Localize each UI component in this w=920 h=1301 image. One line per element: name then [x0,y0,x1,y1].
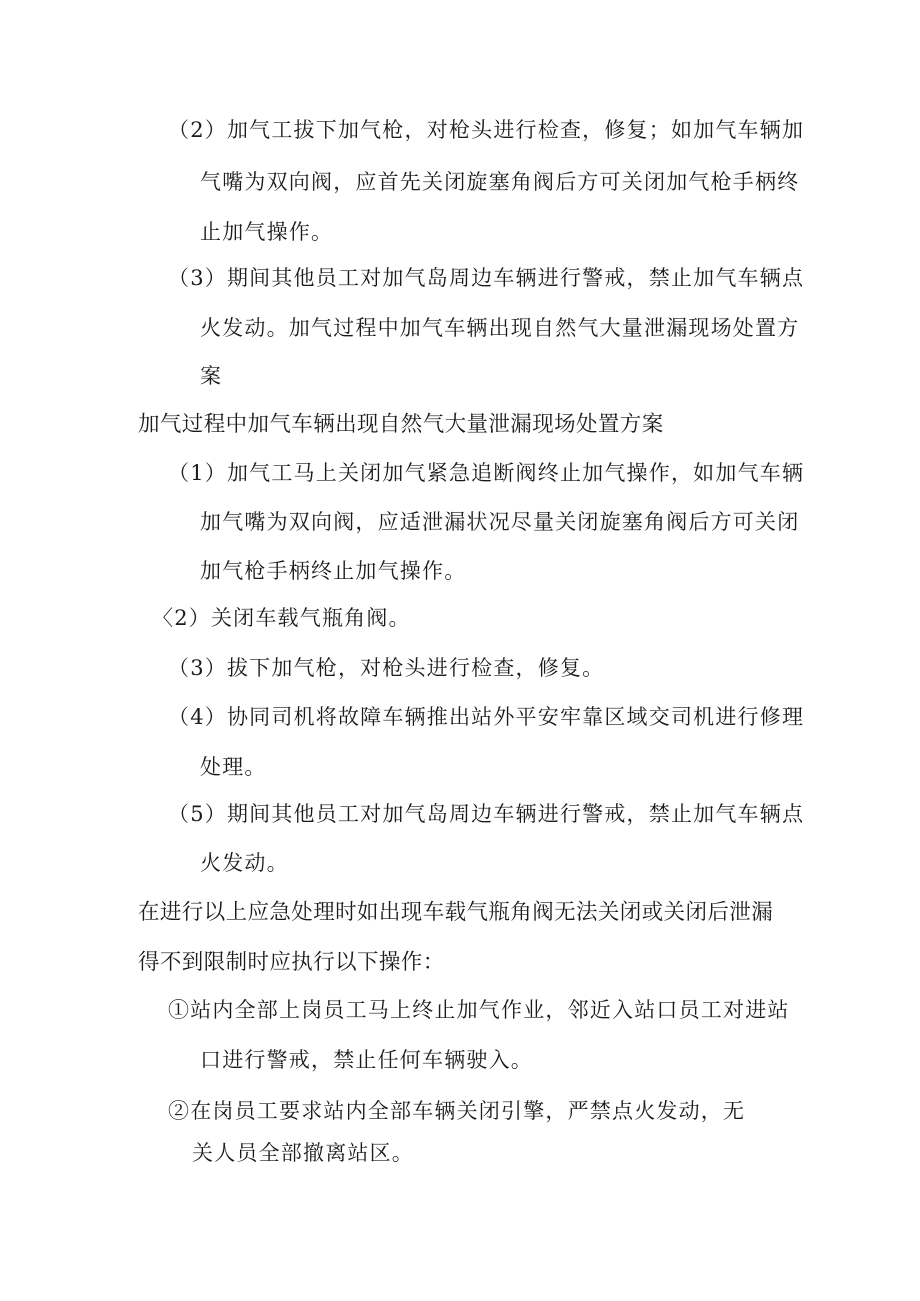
emergency-heading-line-2: 得不到限制时应执行以下操作： [138,950,445,975]
step-3-line-2: 火发动。加气过程中加气车辆出现自然气大量泄漏现场处置方 [200,316,800,340]
step-2b-line-1: 〈2）关闭车载气瓶角阀。 [152,606,411,630]
step-1-line-2: 加气嘴为双向阀，应适泄漏状况尽量关闭旋塞角阀后方可关闭 [200,510,800,534]
step-3-line-3: 案 [200,364,223,388]
step-4-line-1: （4）协同司机将故障车辆推出站外平安牢靠区域交司机进行修理 [168,705,805,729]
circled-2-line-2: 关人员全部撤离站区。 [192,1141,414,1165]
step-3-line-1: （3）期间其他员工对加气岛周边车辆进行警戒，禁止加气车辆点 [168,266,805,290]
step-3b-line-1: （3）拔下加气枪，对枪头进行检查，修复。 [168,656,605,680]
step-5-line-2: 火发动。 [200,851,289,875]
emergency-heading-line-1: 在进行以上应急处理时如出现车载气瓶角阀无法关闭或关闭后泄漏 [138,900,774,925]
circled-1-line-2: 口进行警戒，禁止任何车辆驶入。 [200,1048,533,1072]
step-5-line-1: （5）期间其他员工对加气岛周边车辆进行警戒，禁止加气车辆点 [168,802,805,826]
step-1-line-3: 加气枪手柄终止加气操作。 [200,559,467,583]
step-2-line-2: 气嘴为双向阀，应首先关闭旋塞角阀后方可关闭加气枪手柄终 [200,170,800,194]
circled-2-line-1: ②在岗员工要求站内全部车辆关闭引擎，严禁点火发动，无 [168,1099,746,1123]
step-2-line-3: 止加气操作。 [200,220,334,244]
step-2-line-1: （2）加气工拔下加气枪，对枪头进行检查，修复；如加气车辆加 [168,118,805,142]
step-1-line-1: （1）加气工马上关闭加气紧急追断阀终止加气操作，如加气车辆 [168,461,805,485]
circled-1-line-1: ①站内全部上岗员工马上终止加气作业，邻近入站口员工对进站 [168,998,790,1022]
section-heading: 加气过程中加气车辆出现自然气大量泄漏现场处置方案 [138,412,664,437]
step-4-line-2: 处理。 [200,755,267,779]
